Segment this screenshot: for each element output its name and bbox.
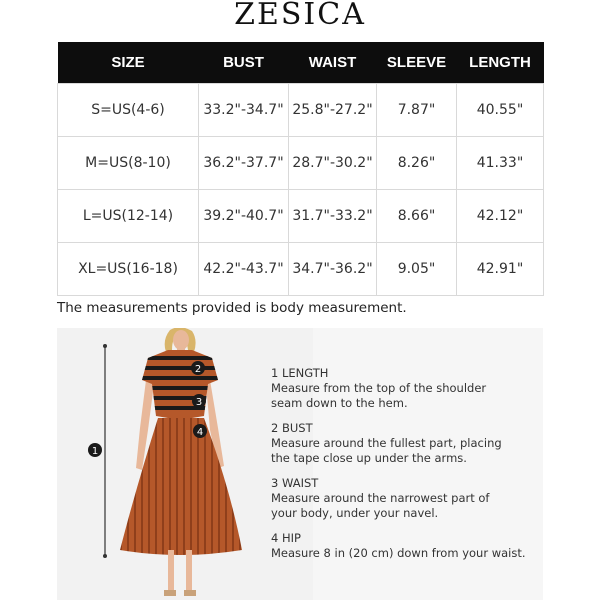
guide-bust-desc-line2: the tape close up under the arms. — [271, 451, 467, 465]
left-leg — [168, 550, 174, 590]
table-header-row — [58, 42, 544, 84]
cell-size: XL=US(16-18) — [58, 243, 199, 296]
header-waist: WAIST — [289, 42, 377, 84]
cell-size: M=US(8-10) — [58, 137, 199, 190]
cell-bust: 36.2"-37.7" — [199, 137, 289, 190]
size-chart-table — [57, 42, 544, 296]
cell-waist: 28.7"-30.2" — [289, 137, 377, 190]
header-length: LENGTH — [457, 42, 544, 84]
cell-size: L=US(12-14) — [58, 190, 199, 243]
pleated-skirt — [120, 418, 242, 555]
cell-waist: 31.7"-33.2" — [289, 190, 377, 243]
table-row — [58, 190, 544, 243]
cell-sleeve: 7.87" — [377, 84, 457, 137]
model-photo — [80, 328, 260, 600]
cell-bust: 42.2"-43.7" — [199, 243, 289, 296]
table-row — [58, 84, 544, 137]
cell-sleeve: 9.05" — [377, 243, 457, 296]
marker-waist-label: 3 — [195, 397, 203, 408]
left-shoe — [164, 590, 176, 596]
length-line-top-dot — [103, 344, 107, 348]
header-sleeve: SLEEVE — [377, 42, 457, 84]
cell-sleeve: 8.26" — [377, 137, 457, 190]
guide-length-desc-line1: Measure from the top of the shoulder — [271, 381, 487, 395]
guide-waist-desc-line1: Measure around the narrowest part of — [271, 491, 490, 505]
cell-waist: 34.7"-36.2" — [289, 243, 377, 296]
cell-length: 41.33" — [457, 137, 544, 190]
cell-bust: 39.2"-40.7" — [199, 190, 289, 243]
guide-hip-title: 4 HIP — [271, 531, 301, 545]
header-size: SIZE — [58, 42, 199, 84]
length-line-bottom-dot — [103, 554, 107, 558]
guide-bust-desc-line1: Measure around the fullest part, placing — [271, 436, 502, 450]
marker-bust-label: 2 — [194, 364, 202, 375]
cell-bust: 33.2"-34.7" — [199, 84, 289, 137]
guide-length — [271, 366, 526, 411]
guide-length-title: 1 LENGTH — [271, 366, 329, 380]
brand-logo: ZESICA — [234, 0, 366, 32]
guide-waist-title: 3 WAIST — [271, 476, 319, 490]
guide-waist-desc-line2: your body, under your navel. — [271, 506, 439, 520]
cell-length: 42.91" — [457, 243, 544, 296]
guide-waist — [271, 476, 526, 521]
measurement-guide — [271, 366, 526, 571]
marker-length-label: 1 — [91, 446, 99, 457]
right-shoe — [184, 590, 196, 596]
cell-sleeve: 8.66" — [377, 190, 457, 243]
guide-bust — [271, 421, 526, 466]
guide-length-desc-line2: seam down to the hem. — [271, 396, 408, 410]
table-row — [58, 243, 544, 296]
header-bust: BUST — [199, 42, 289, 84]
cell-size: S=US(4-6) — [58, 84, 199, 137]
cell-length: 42.12" — [457, 190, 544, 243]
measurement-note: The measurements provided is body measurement. — [57, 300, 407, 316]
guide-hip-desc-line1: Measure 8 in (20 cm) down from your waist. — [271, 546, 526, 560]
right-leg — [186, 550, 192, 590]
guide-bust-title: 2 BUST — [271, 421, 313, 435]
cell-length: 40.55" — [457, 84, 544, 137]
cell-waist: 25.8"-27.2" — [289, 84, 377, 137]
marker-hip-label: 4 — [196, 427, 204, 438]
table-row — [58, 137, 544, 190]
guide-hip — [271, 531, 526, 561]
